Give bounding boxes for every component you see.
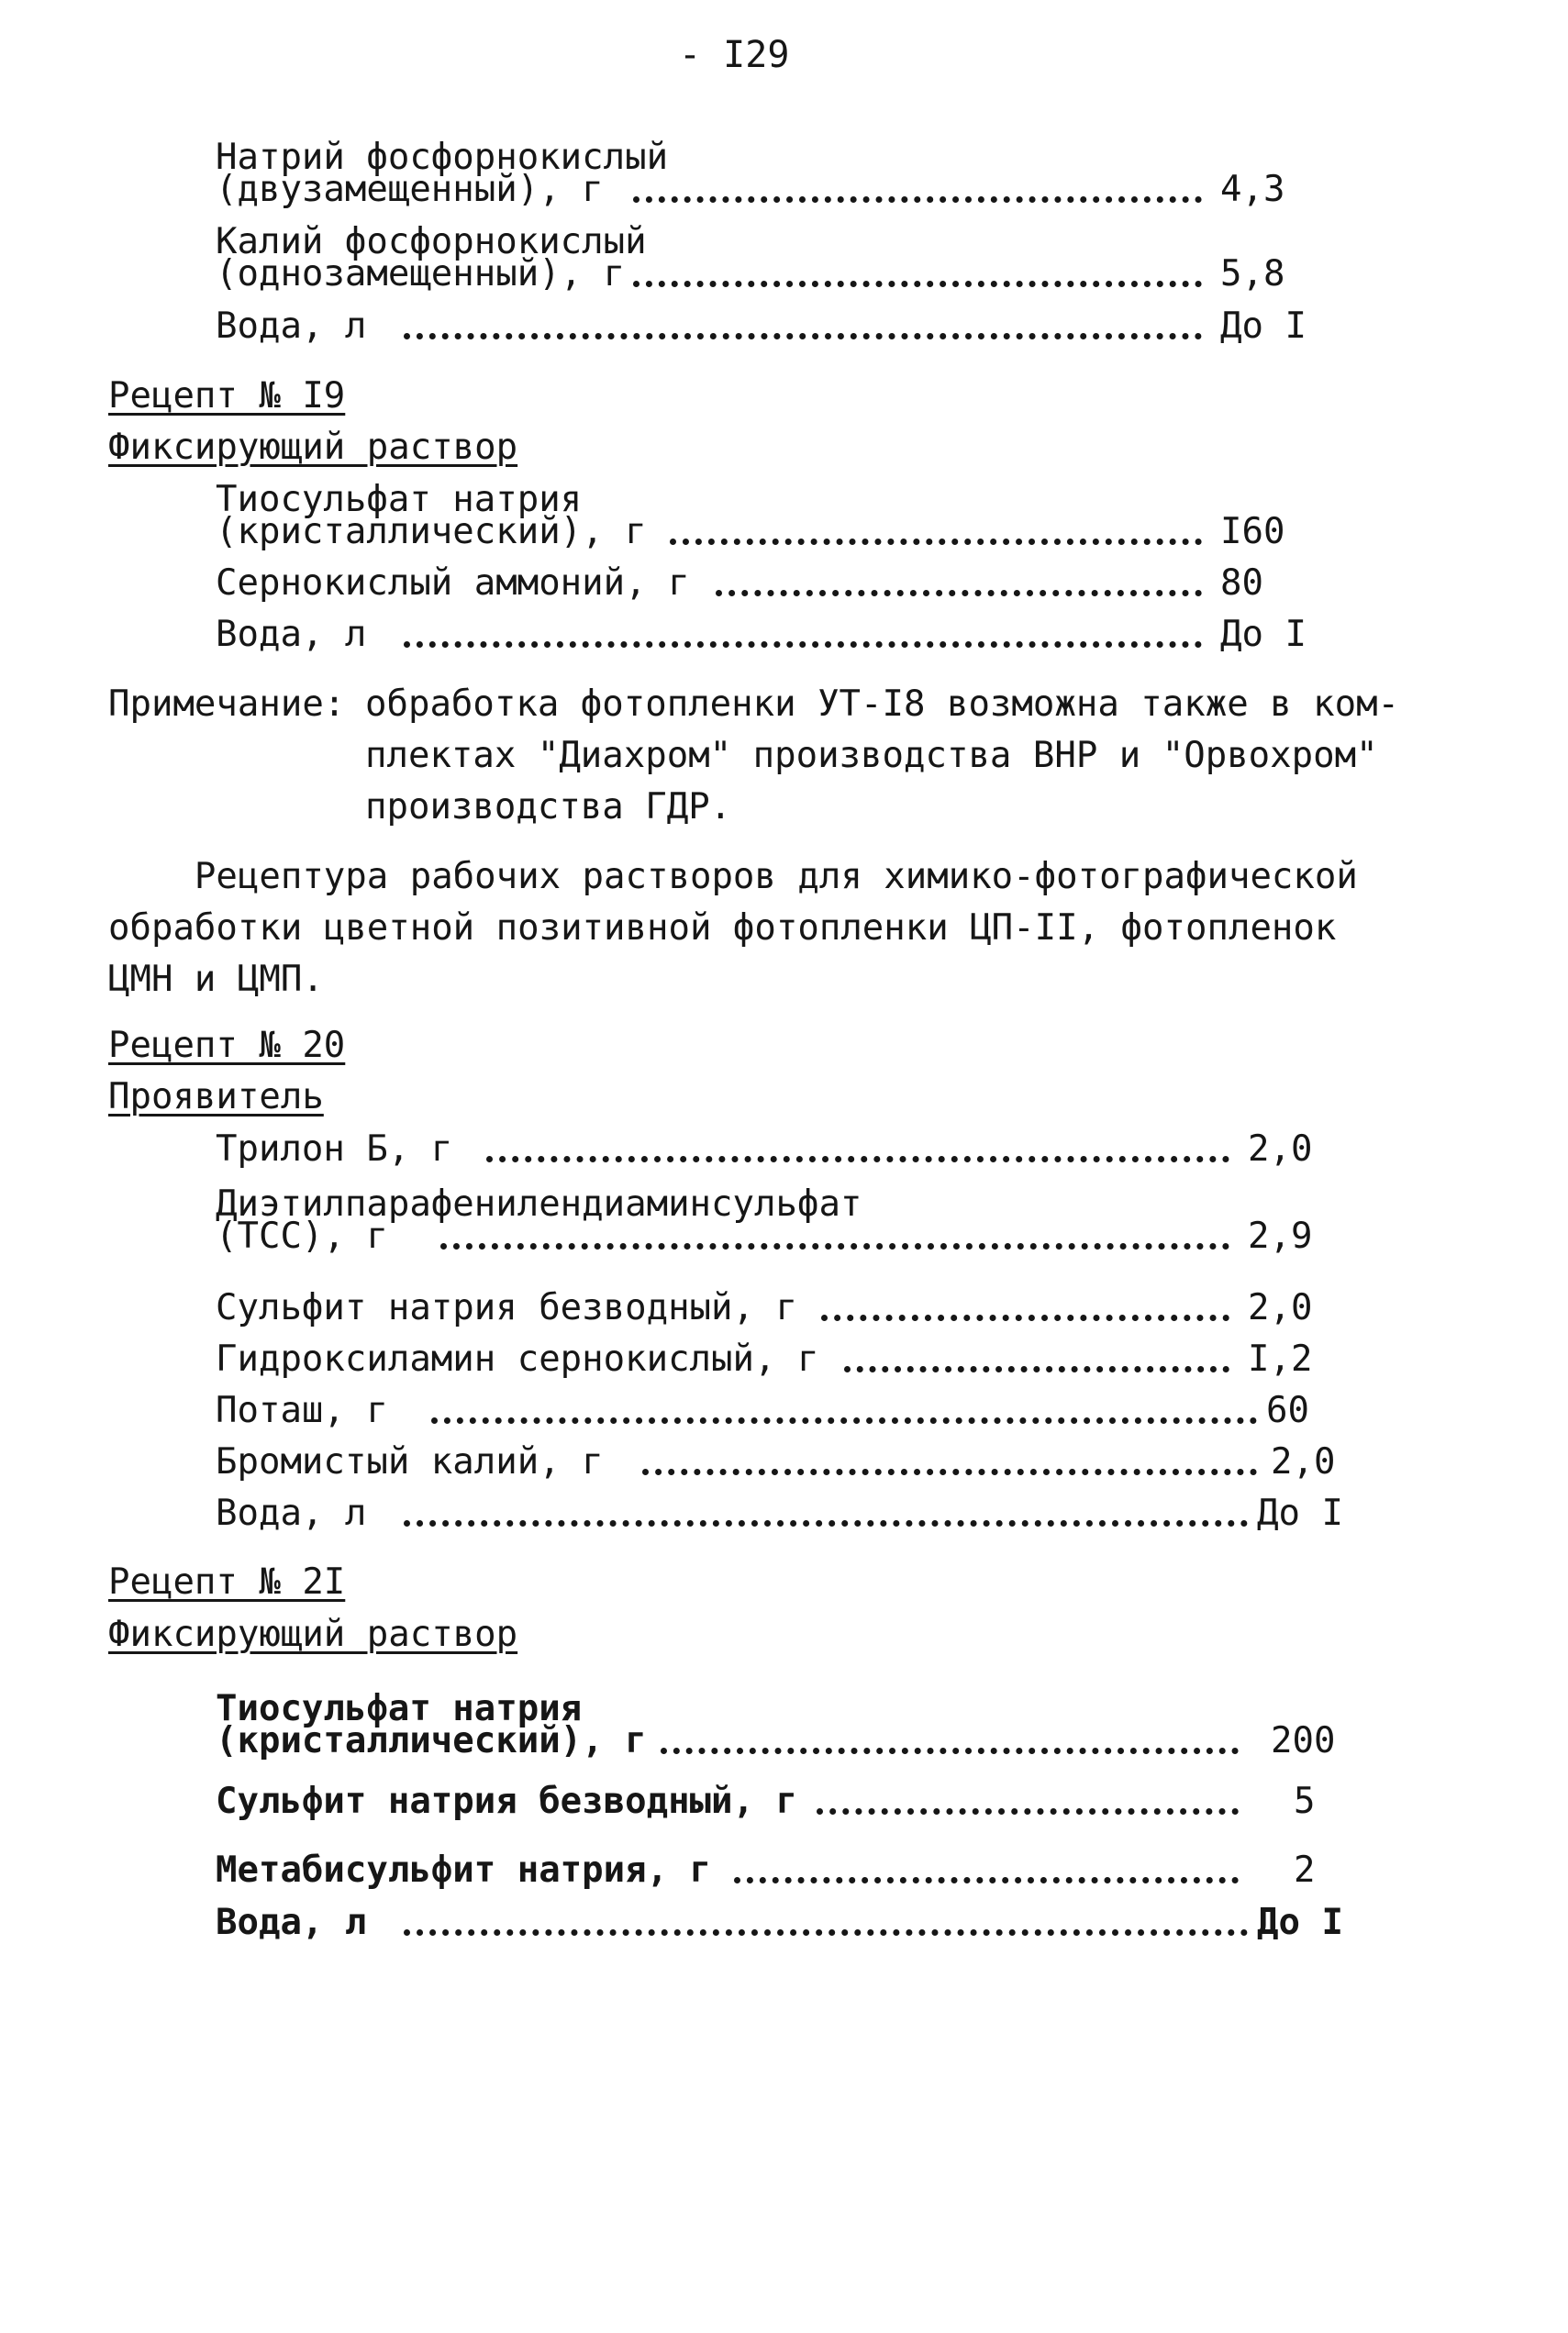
dot-leader [670,536,1202,545]
ingredient-value: 2,0 [1248,1287,1313,1328]
ingredient-name: Калий фосфорнокислый [216,221,647,262]
dot-leader [633,278,1202,287]
ingredient-value: До I [1220,306,1307,347]
ingredient-value: 60 [1266,1390,1309,1431]
ingredient-name: Тиосульфат натрия [216,1688,583,1729]
paragraph-line: ЦМН и ЦМП. [108,959,324,1000]
paragraph-line: обработки цветной позитивной фотопленки ЦП-II, фотопленок [108,907,1337,949]
page-number: - I29 [679,34,790,76]
ingredient-value: I60 [1220,511,1285,552]
dot-leader [734,1874,1239,1883]
note-line: плектах "Диахром" производства ВНР и "Орвохром" [365,735,1378,776]
recipe-subtitle: Фиксирующий раствор [108,1614,518,1655]
dot-leader [844,1363,1229,1372]
ingredient-value: 5,8 [1220,253,1285,294]
ingredient-value: До I [1220,614,1307,655]
ingredient-value: I,2 [1248,1339,1313,1380]
ingredient-name: Бромистый калий, г [216,1441,604,1483]
ingredient-name: Тиосульфат натрия [216,479,583,520]
recipe-title: Рецепт № 2I [108,1561,346,1603]
ingredient-value: 2,0 [1271,1441,1336,1483]
ingredient-name: (однозамещенный), г [216,253,626,294]
dot-leader [404,1927,1248,1936]
dot-leader [440,1240,1229,1250]
recipe-title: Рецепт № 20 [108,1025,346,1066]
ingredient-value: 2 [1294,1850,1316,1891]
ingredient-name: Сернокислый аммоний, г [216,562,690,604]
ingredient-name: (кристаллический), г [216,511,647,552]
ingredient-name: Метабисульфит натрия, г [216,1850,712,1891]
ingredient-name: Вода, л [216,306,367,347]
ingredient-value: 2,9 [1248,1216,1313,1257]
ingredient-value: До I [1257,1902,1343,1943]
dot-leader [486,1153,1229,1162]
ingredient-name: Сульфит натрия безводный, г [216,1287,797,1328]
dot-leader [642,1466,1257,1475]
ingredient-name: Натрий фосфорнокислый [216,137,669,178]
dot-leader [633,194,1202,203]
ingredient-value: 200 [1271,1720,1336,1761]
ingredient-name: (кристаллический), г [216,1720,647,1761]
ingredient-name: Вода, л [216,1493,367,1534]
dot-leader [404,330,1202,339]
ingredient-name: Гидроксиламин сернокислый, г [216,1339,819,1380]
note-line: обработка фотопленки УТ-I8 возможна также в ком- [365,683,1400,725]
note-line: производства ГДР. [365,786,732,828]
recipe-subtitle: Фиксирующий раствор [108,427,518,468]
ingredient-value: 5 [1294,1781,1316,1822]
ingredient-name: (ТСС), г [216,1216,388,1257]
recipe-title: Рецепт № I9 [108,375,346,417]
dot-leader [716,587,1202,596]
ingredient-name: Диэтилпарафенилендиаминсульфат [216,1183,862,1225]
dot-leader [817,1805,1239,1815]
dot-leader [404,1517,1248,1527]
ingredient-value: 4,3 [1220,169,1285,210]
ingredient-name: Вода, л [216,614,367,655]
ingredient-value: 2,0 [1248,1128,1313,1170]
ingredient-name: Трилон Б, г [216,1128,453,1170]
ingredient-name: Сульфит натрия безводный, г [216,1781,797,1822]
ingredient-value: До I [1257,1493,1343,1534]
ingredient-name: Вода, л [216,1902,367,1943]
ingredient-name: Поташ, г [216,1390,388,1431]
ingredient-value: 80 [1220,562,1263,604]
dot-leader [431,1415,1257,1424]
dot-leader [821,1312,1229,1321]
dot-leader [661,1745,1239,1754]
paragraph-line: Рецептура рабочих растворов для химико-фотографической [108,856,1358,897]
note-label: Примечание: [108,683,346,725]
recipe-subtitle: Проявитель [108,1076,324,1117]
dot-leader [404,639,1202,648]
ingredient-name: (двузамещенный), г [216,169,604,210]
